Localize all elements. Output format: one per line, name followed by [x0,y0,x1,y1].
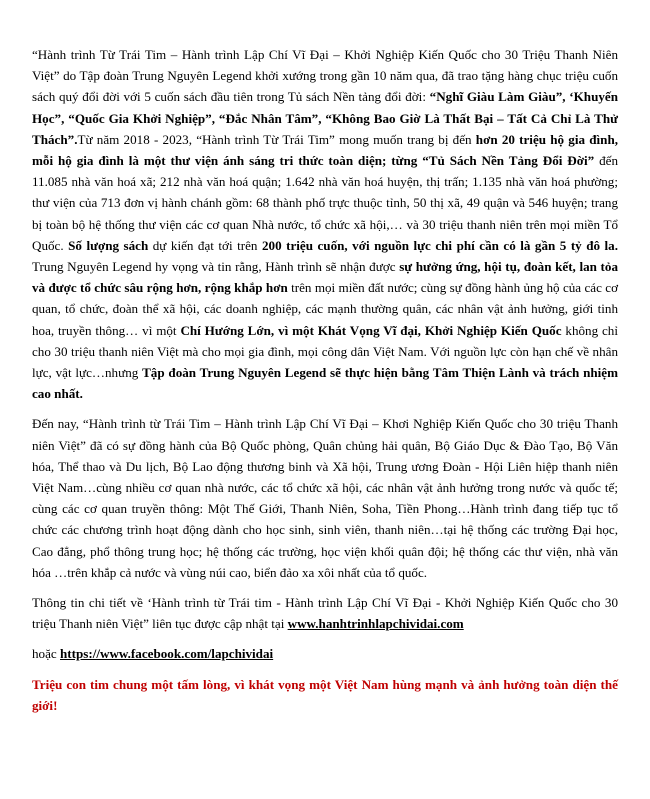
body-text: hoặc [32,646,60,662]
paragraph [32,592,618,634]
paragraph [32,643,618,664]
paragraph [32,44,618,404]
emphasis-text: Số lượng sách [68,237,149,253]
body-text: Từ năm 2018 - 2023, “Hành trình Từ Trái Tim” mong muốn trang bị đến [77,131,476,147]
document-body [32,44,618,716]
body-text: trên mọi miền đất nước; cùng sự đồng hành ủng hộ của các cơ quan, tổ chức, đoàn thể xã hội, các doanh nghiệp, các mạnh thường quân, các nhân vật ảnh hưởng, giới tinh hoa, truyền thông… vì một [32,280,618,338]
body-text: dự kiến đạt tới trên [148,237,262,253]
emphasis-text: Tập đoàn Trung Nguyên Legend sẽ thực hiện bằng Tâm Thiện Lành và trách nhiệm cao nhất. [32,365,619,402]
external-link[interactable]: www.hanhtrinhlapchividai.com [287,616,464,632]
body-text: “Hành trình Từ Trái Tim – Hành trình Lập Chí Vĩ Đại – Khởi Nghiệp Kiến Quốc cho 30 Triệu Thanh Niên Việt” do Tập đoàn Trung Nguyên Legend khởi xướng trong gần 10 năm qua, đã trao tặng hàng chục triệu cuốn sách quý đổi đời với 5 cuốn sách đầu tiên trong Tủ sách Nền tảng đổi đời: [32,47,618,105]
body-text: Trung Nguyên Legend hy vọng và tin rằng, Hành trình sẽ nhận được [32,259,400,275]
closing-slogan: Triệu con tim chung một tấm lòng, vì khát vọng một Việt Nam hùng mạnh và ảnh hưởng toàn diện thế giới! [32,676,618,713]
body-text: không chỉ cho 30 triệu thanh niên Việt mà cho mọi gia đình, mọi công dân Việt Nam. Với nguồn lực còn hạn chế về nhân lực, vật lực…nhưng [32,322,618,381]
body-text: đến 11.085 nhà văn hoá xã; 212 nhà văn hoá quận; 1.642 nhà văn hoá huyện, thị trấn; 1.135 nhà văn hoá phường; thư viện của 713 đơn vị hành chánh gồm: 68 thành phố trực thuộc tỉnh, 50 thị xã, 49 quận và 546 huyện; trang bị toàn bộ hệ thống thư viện các cơ quan Nhà nước, tổ chức xã hội,… và 30 triệu thanh niên trên mọi miền Tổ Quốc. [32,153,618,253]
paragraph [32,674,618,716]
body-text: Đến nay, “Hành trình từ Trái Tim – Hành trình Lập Chí Vĩ Đại – Khơi Nghiệp Kiến Quốc cho 30 triệu Thanh niên Việt” đã có sự đồng hành của Bộ Quốc phòng, Quân chủng hải quân, Bộ Giáo Dục & Đào Tạo, Bộ Văn hóa, Thể thao và Du lịch, Bộ Lao động thương binh và Xã hội, Trung ương Đoàn - Hội Liên hiệp thanh niên Việt Nam…cùng nhiều cơ quan nhà nước, các tổ chức xã hội, các nhân vật ảnh hưởng trong nước và quốc tế; cùng các cơ quan truyền thông: Một Thế Giới, Thanh Niên, Soha, Tiền Phong…Hành trình đang tiếp tục tổ chức các chương trình hoạt động dành cho học sinh, sinh viên, thanh niên…tại hệ thống các trường Đại học, Cao đẳng, phổ thông trung học; hệ thống các trường, học viện khối quân đội; hệ thống các thư viện, nhà văn hóa …trên khắp cả nước và vùng núi cao, biển đảo xa xôi nhất của tổ quốc. [32,416,618,580]
emphasis-text: sự hưởng ứng, hội tụ, đoàn kết, lan tỏa và được tổ chức sâu rộng hơn, rộng khắp hơn [32,259,618,296]
paragraph [32,413,618,583]
emphasis-text: “Nghĩ Giàu Làm Giàu”, ‘Khuyến Học”, “Quốc Gia Khởi Nghiệp”, “Đắc Nhân Tâm”, “Không Bao Giờ Là Thất Bại – Tất Cả Chỉ Là Thử Thách”. [32,89,618,147]
external-link[interactable]: https://www.facebook.com/lapchividai [60,646,274,662]
emphasis-text: hơn 20 triệu hộ gia đình, mỗi hộ gia đình là một thư viện ánh sáng tri thức toàn diện; từng “Tủ Sách Nền Tảng Đổi Đời” [32,131,618,169]
emphasis-text: 200 triệu cuốn, với nguồn lực chi phí cần có là gần 5 tỷ đô la. [261,237,618,253]
body-text: Thông tin chi tiết về ‘Hành trình từ Trái tim - Hành trình Lập Chí Vĩ Đại - Khởi Nghiệp Kiến Quốc cho 30 triệu Thanh niên Việt” liên tục được cập nhật tại [32,595,618,632]
emphasis-text: Chí Hướng Lớn, vì một Khát Vọng Vĩ đại, Khởi Nghiệp Kiến Quốc [180,322,562,338]
